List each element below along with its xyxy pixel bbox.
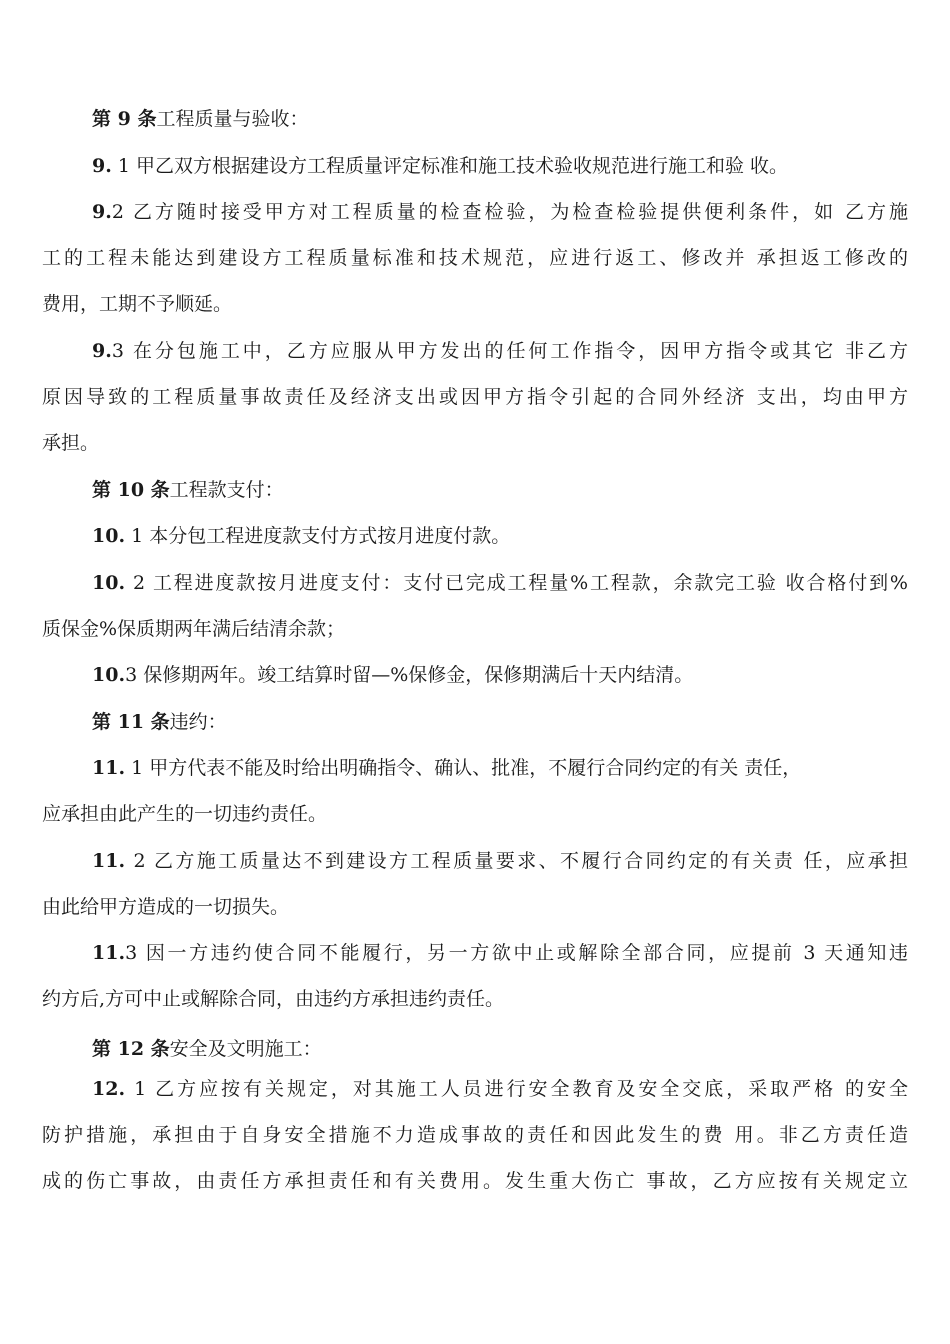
article-10-heading bbox=[92, 478, 908, 502]
article-number: 第 9 条 bbox=[92, 108, 157, 130]
clause-text: 承担。 bbox=[42, 432, 100, 454]
clause-11-3-line-2 bbox=[42, 987, 908, 1011]
clause-12-1-line-3 bbox=[42, 1169, 908, 1193]
clause-number: 12. bbox=[92, 1078, 126, 1100]
clause-text: 成的伤亡事故，由责任方承担责任和有关费用。发生重大伤亡 事故，乙方应按有关规定立 bbox=[42, 1170, 908, 1192]
article-number: 第 12 条 bbox=[92, 1038, 170, 1060]
clause-text: 2 乙方随时接受甲方对工程质量的检查检验，为检查检验提供便利条件，如 乙方施 bbox=[111, 201, 908, 223]
clause-9-1 bbox=[92, 154, 908, 178]
clause-11-2-line-2 bbox=[42, 895, 908, 919]
clause-11-1-line-1 bbox=[92, 756, 908, 780]
clause-text: 1 乙方应按有关规定，对其施工人员进行安全教育及安全交底，采取严格 的安全 bbox=[125, 1078, 908, 1100]
clause-number: 10. bbox=[92, 525, 126, 547]
clause-number: 9. bbox=[92, 155, 112, 177]
clause-10-3 bbox=[92, 663, 908, 687]
clause-9-2-line-3 bbox=[42, 292, 908, 316]
clause-text: 3 在分包施工中，乙方应服从甲方发出的任何工作指令，因甲方指令或其它 非乙方 bbox=[111, 340, 908, 362]
clause-text: 1 甲乙双方根据建设方工程质量评定标准和施工技术验收规范进行施工和验 收。 bbox=[111, 155, 789, 177]
article-title: 违约： bbox=[169, 711, 227, 733]
article-9-heading bbox=[92, 107, 908, 131]
article-12-heading bbox=[92, 1037, 908, 1061]
clause-9-2-line-1 bbox=[92, 200, 908, 224]
clause-number: 10. bbox=[92, 572, 126, 594]
clause-text: 2 工程进度款按月进度支付：支付已完成工程量%工程款，余款完工验 收合格付到% bbox=[125, 572, 908, 594]
article-title: 工程质量与验收： bbox=[156, 108, 309, 130]
article-11-heading bbox=[92, 710, 908, 734]
clause-10-2-line-2 bbox=[42, 617, 908, 641]
clause-text: 原因导致的工程质量事故责任及经济支出或因甲方指令引起的合同外经济 支出，均由甲方 bbox=[42, 386, 908, 408]
clause-text: 应承担由此产生的一切违约责任。 bbox=[42, 803, 328, 825]
clause-12-1-line-1 bbox=[92, 1077, 908, 1101]
clause-10-2-line-1 bbox=[92, 571, 908, 595]
clause-11-3-line-1 bbox=[92, 941, 908, 965]
clause-9-3-line-3 bbox=[42, 431, 908, 455]
article-number: 第 11 条 bbox=[92, 711, 170, 733]
clause-9-3-line-1 bbox=[92, 339, 908, 363]
clause-text: 2 乙方施工质量达不到建设方工程质量要求、不履行合同约定的有关责 任，应承担 bbox=[125, 850, 908, 872]
clause-number: 9. bbox=[92, 340, 112, 362]
article-number: 第 10 条 bbox=[92, 479, 170, 501]
clause-12-1-line-2 bbox=[42, 1123, 908, 1147]
clause-text: 费用，工期不予顺延。 bbox=[42, 293, 233, 315]
clause-text: 工的工程未能达到建设方工程质量标准和技术规范，应进行返工、修改并 承担返工修改的 bbox=[42, 247, 908, 269]
clause-11-2-line-1 bbox=[92, 849, 908, 873]
clause-text: 质保金%保质期两年满后结清余款； bbox=[42, 618, 346, 640]
clause-text: 3 保修期两年。竣工结算时留—%保修金，保修期满后十天内结清。 bbox=[125, 664, 694, 686]
article-title: 工程款支付： bbox=[169, 479, 284, 501]
clause-text: 1 甲方代表不能及时给出明确指令、确认、批准，不履行合同约定的有关 责任， bbox=[125, 757, 802, 779]
clause-10-1 bbox=[92, 524, 908, 548]
clause-number: 9. bbox=[92, 201, 112, 223]
clause-9-3-line-2 bbox=[42, 385, 908, 409]
clause-9-2-line-2 bbox=[42, 246, 908, 270]
clause-text: 由此给甲方造成的一切损失。 bbox=[42, 896, 290, 918]
clause-text: 约方后,方可中止或解除合同，由违约方承担违约责任。 bbox=[42, 988, 505, 1010]
clause-text: 1 本分包工程进度款支付方式按月进度付款。 bbox=[125, 525, 511, 547]
clause-text: 防护措施，承担由于自身安全措施不力造成事故的责任和因此发生的费 用。非乙方责任造 bbox=[42, 1124, 908, 1146]
clause-number: 11. bbox=[92, 757, 126, 779]
clause-text: 3 因一方违约使合同不能履行，另一方欲中止或解除全部合同，应提前 3 天通知违 bbox=[125, 942, 908, 964]
clause-11-1-line-2 bbox=[42, 802, 908, 826]
clause-number: 11. bbox=[92, 942, 126, 964]
article-title: 安全及文明施工： bbox=[169, 1038, 322, 1060]
clause-number: 11. bbox=[92, 850, 126, 872]
clause-number: 10. bbox=[92, 664, 126, 686]
